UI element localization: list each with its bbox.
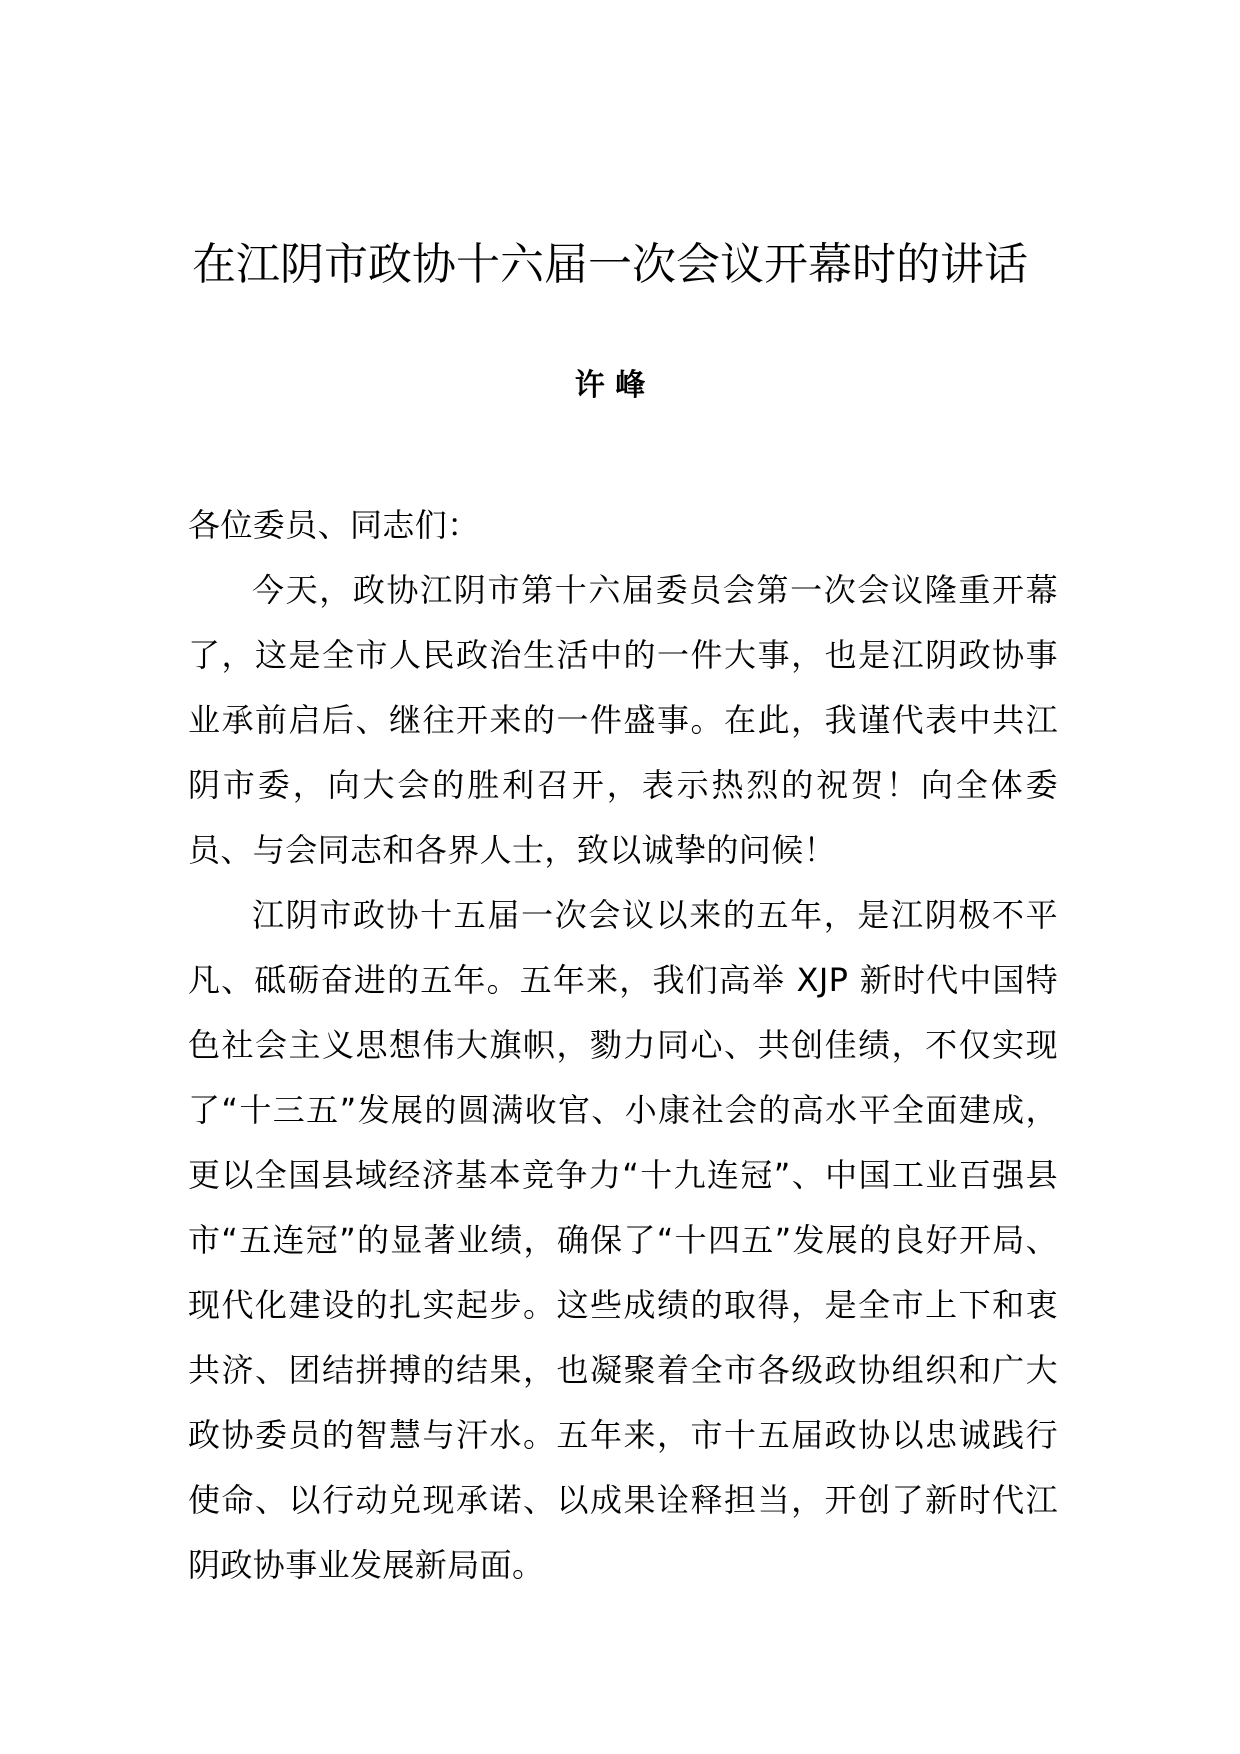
document-body xyxy=(188,493,1058,1598)
paragraph-1: 今天，政协江阴市第十六届委员会第一次会议隆重开幕了，这是全市人民政治生活中的一件大事，也是江阴政协事业承前启后、继往开来的一件盛事。在此，我谨代表中共江阴市委，向大会的胜利召开，表示热烈的祝贺！向全体委员、与会同志和各界人士，致以诚挚的问候！ xyxy=(188,571,1058,869)
paragraph-2: 江阴市政协十五届一次会议以来的五年，是江阴极不平凡、砥砺奋进的五年。五年来，我们高举 XJP 新时代中国特色社会主义思想伟大旗帜，勠力同心、共创佳绩，不仅实现了“十三五”发展的圆满收官、小康社会的高水平全面建成，更以全国县域经济基本竞争力“十九连冠”、中国工业百强县市“五连冠”的显著业绩，确保了“十四五”发展的良好开局、现代化建设的扎实起步。这些成绩的取得，是全市上下和衷共济、团结拼搏的结果，也凝聚着全市各级政协组织和广大政协委员的智慧与汗水。五年来，市十五届政协以忠诚践行使命、以行动兑现承诺、以成果诠释担当，开创了新时代江阴政协事业发展新局面。 xyxy=(188,896,1058,1584)
salutation: 各位委员、同志们： xyxy=(188,506,480,544)
document-author: 许 峰 xyxy=(574,368,646,403)
document-title: 在江阴市政协十六届一次会议开幕时的讲话 xyxy=(192,239,1028,290)
